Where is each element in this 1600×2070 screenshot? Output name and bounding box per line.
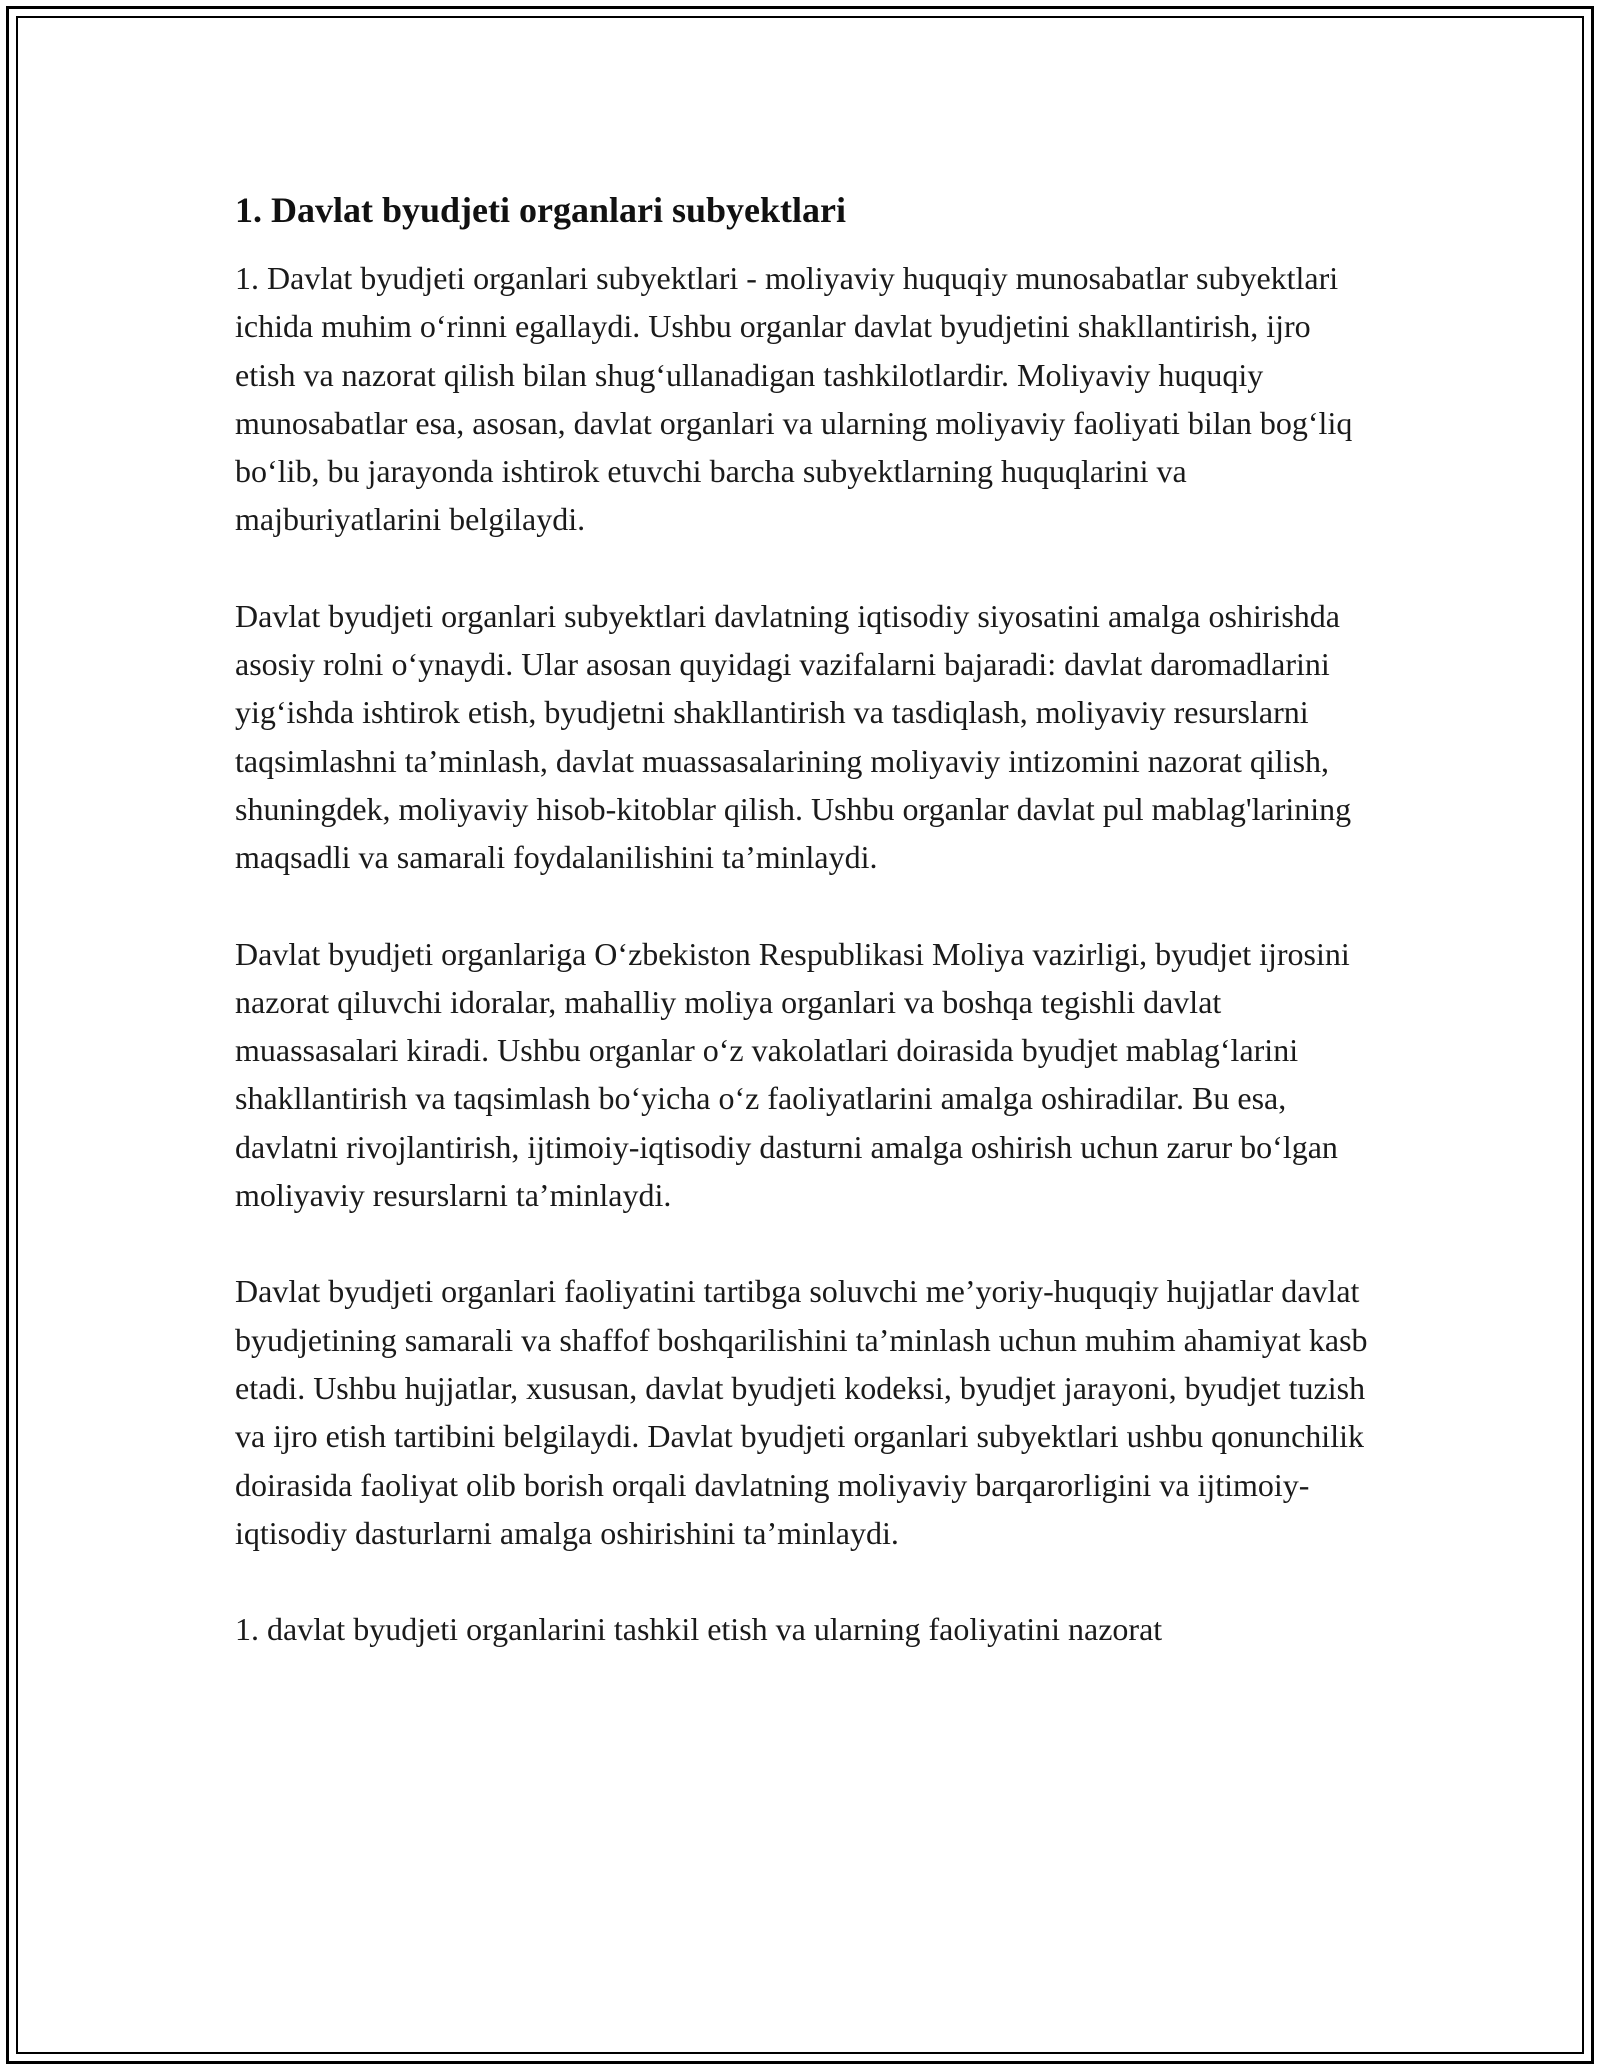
document-body [235,186,1375,1653]
section-heading: 1. Davlat byudjeti organlari subyektlari [235,190,847,230]
paragraph-3: Davlat byudjeti organlariga O‘zbekiston Respublikasi Moliya vazirligi, byudjet ijrosini nazorat qiluvchi idoralar, mahalliy moliya organlari va boshqa tegishli davlat muassasalari kiradi. Ushbu organlar o‘z vakolatlari doirasida byudjet mablag‘larini shakllantirish va taqsimlash bo‘yicha o‘z faoliyatlarini amalga oshiradilar. Bu esa, davlatni rivojlantirish, ijtimoiy-iqtisodiy dasturni amalga oshirish uchun zarur bo‘lgan moliyaviy resurslarni ta’minlaydi. [235,935,1350,1214]
paragraph-2: Davlat byudjeti organlari subyektlari davlatning iqtisodiy siyosatini amalga oshirishda asosiy rolni o‘ynaydi. Ular asosan quyidagi vazifalarni bajaradi: davlat daromadlarini yig‘ishda ishtirok etish, byudjetni shakllantirish va tasdiqlash, moliyaviy resurslarni taqsimlashni ta’minlash, davlat muassasalarining moliyaviy intizomini nazorat qilish, shuningdek, moliyaviy hisob-kitoblar qilish. Ushbu organlar davlat pul mablag'larining maqsadli va samarali foydalanilishini ta’minlaydi. [235,597,1352,876]
paragraph-1: 1. Davlat byudjeti organlari subyektlari - moliyaviy huquqiy munosabatlar subyektlari ichida muhim o‘rinni egallaydi. Ushbu organlar davlat byudjetini shakllantirish, ijro etish va nazorat qilish bilan shug‘ullanadigan tashkilotlardir. Moliyaviy huquqiy munosabatlar esa, asosan, davlat organlari va ularning moliyaviy faoliyati bilan bog‘liq bo‘lib, bu jarayonda ishtirok etuvchi barcha subyektlarning huquqlarini va majburiyatlarini belgilaydi. [235,260,1353,538]
paragraph-4: Davlat byudjeti organlari faoliyatini tartibga soluvchi me’yoriy-huquqiy hujjatlar davlat byudjetining samarali va shaffof boshqarilishini ta’minlash uchun muhim ahamiyat kasb etadi. Ushbu hujjatlar, xususan, davlat byudjeti kodeksi, byudjet jarayoni, byudjet tuzish va ijro etish tartibini belgilaydi. Davlat byudjeti organlari subyektlari ushbu qonunchilik doirasida faoliyat olib borish orqali davlatning moliyaviy barqarorligini va ijtimoiy-iqtisodiy dasturlarni amalga oshirishini ta’minlaydi. [235,1273,1368,1551]
paragraph-5: 1. davlat byudjeti organlarini tashkil etish va ularning faoliyatini nazorat [235,1611,1163,1648]
